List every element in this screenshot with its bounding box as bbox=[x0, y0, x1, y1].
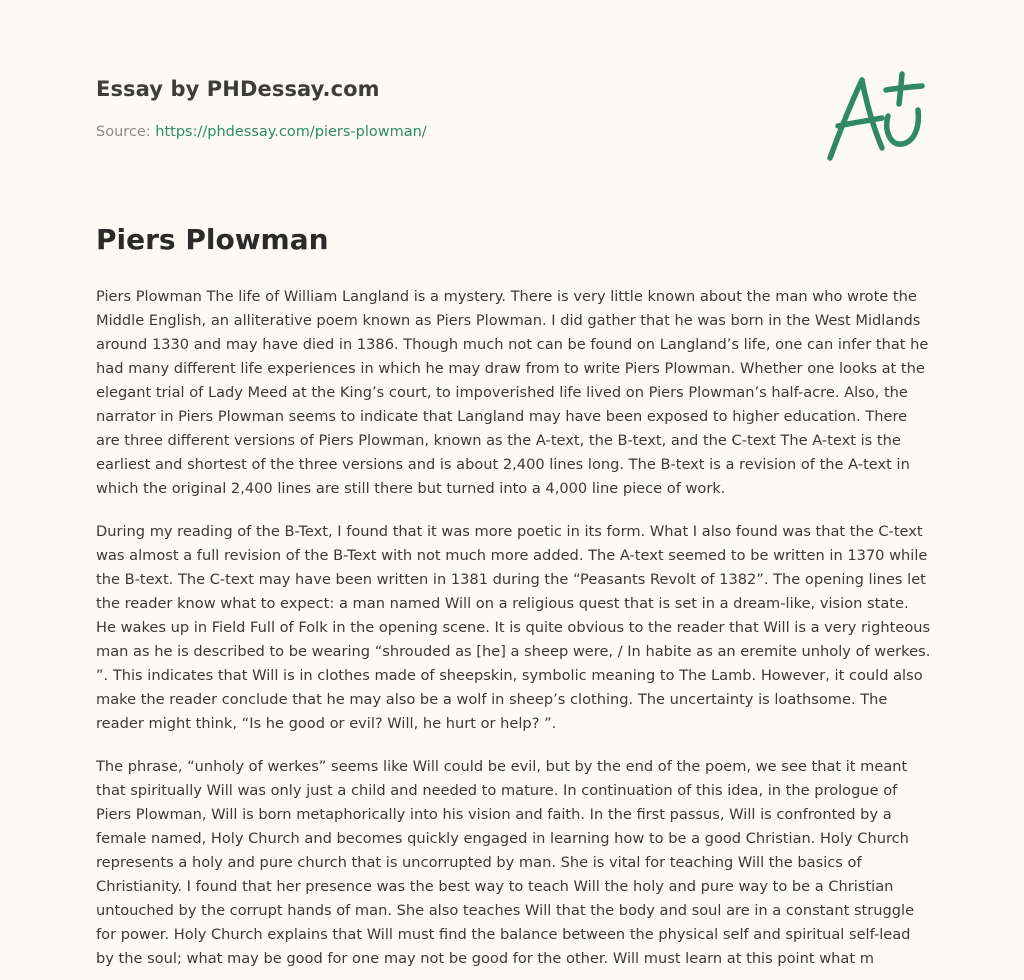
essay-title: Piers Plowman bbox=[96, 223, 329, 256]
essay-body bbox=[96, 285, 932, 980]
source-link[interactable]: https://phdessay.com/piers-plowman/ bbox=[155, 124, 427, 140]
a-plus-grade-icon bbox=[820, 66, 930, 166]
source-label: Source: bbox=[96, 124, 156, 140]
essay-paragraph: The phrase, “unholy of werkes” seems like Will could be evil, but by the end of the poem, we see that it meant that spiritually Will was only just a child and needed to mature. In continuation of this idea, in the prologue of Piers Plowman, Will is born metaphorically into his vision and faith. In the first passus, Will is confronted by a female named, Holy Church and becomes quickly engaged in learning how to be a good Christian. Holy Church represents a holy and pure church that is uncorrupted by man. She is vital for teaching Will the basics of Christianity. I found that her presence was the best way to teach Will the holy and pure way to be a Christian untouched by the corrupt hands of man. She also teaches Will that the body and soul are in a constant struggle for power. Holy Church explains that Will must find the balance between the physical self and spiritual self-lead by the soul; what may be good for one may not be good for the other. Will must learn at this point what m bbox=[96, 758, 915, 967]
site-title: Essay by PHDessay.com bbox=[96, 77, 380, 101]
essay-paragraph: Piers Plowman The life of William Langland is a mystery. There is very little known about the man who wrote the Middle English, an alliterative poem known as Piers Plowman. I did gather that he was born in the West Midlands around 1330 and may have died in 1386. Though much not can be found on Langland’s life, one can infer that he had many different life experiences in which he may draw from to write Piers Plowman. Whether one looks at the elegant trial of Lady Meed at the King’s court, to impoverished life lived on Piers Plowman’s half-acre. Also, the narrator in Piers Plowman seems to indicate that Langland may have been exposed to higher education. There are three different versions of Piers Plowman, known as the A-text, the B-text, and the C-text The A-text is the earliest and shortest of the three versions and is about 2,400 lines long. The B-text is a revision of the A-text in which the original 2,400 lines are still there but turned into a 4,000 line piece of work. bbox=[96, 288, 929, 497]
source-line bbox=[96, 124, 427, 140]
essay-paragraph: During my reading of the B-Text, I found that it was more poetic in its form. What I also found was that the C-text was almost a full revision of the B-Text with not much more added. The A-text seemed to be written in 1370 while the B-text. The C-text may have been written in 1381 during the “Peasants Revolt of 1382”. The opening lines let the reader know what to expect: a man named Will on a religious quest that is set in a dream-like, vision state. He wakes up in Field Full of Folk in the opening scene. It is quite obvious to the reader that Will is a very righteous man as he is described to be wearing “shrouded as [he] a sheep were, / In habite as an eremite unholy of werkes. ”. This indicates that Will is in clothes made of sheepskin, symbolic meaning to The Lamb. However, it could also make the reader conclude that he may also be a wolf in sheep’s clothing. The uncertainty is loathsome. The reader might think, “Is he good or evil? Will, he hurt or help? ”. bbox=[96, 523, 931, 732]
